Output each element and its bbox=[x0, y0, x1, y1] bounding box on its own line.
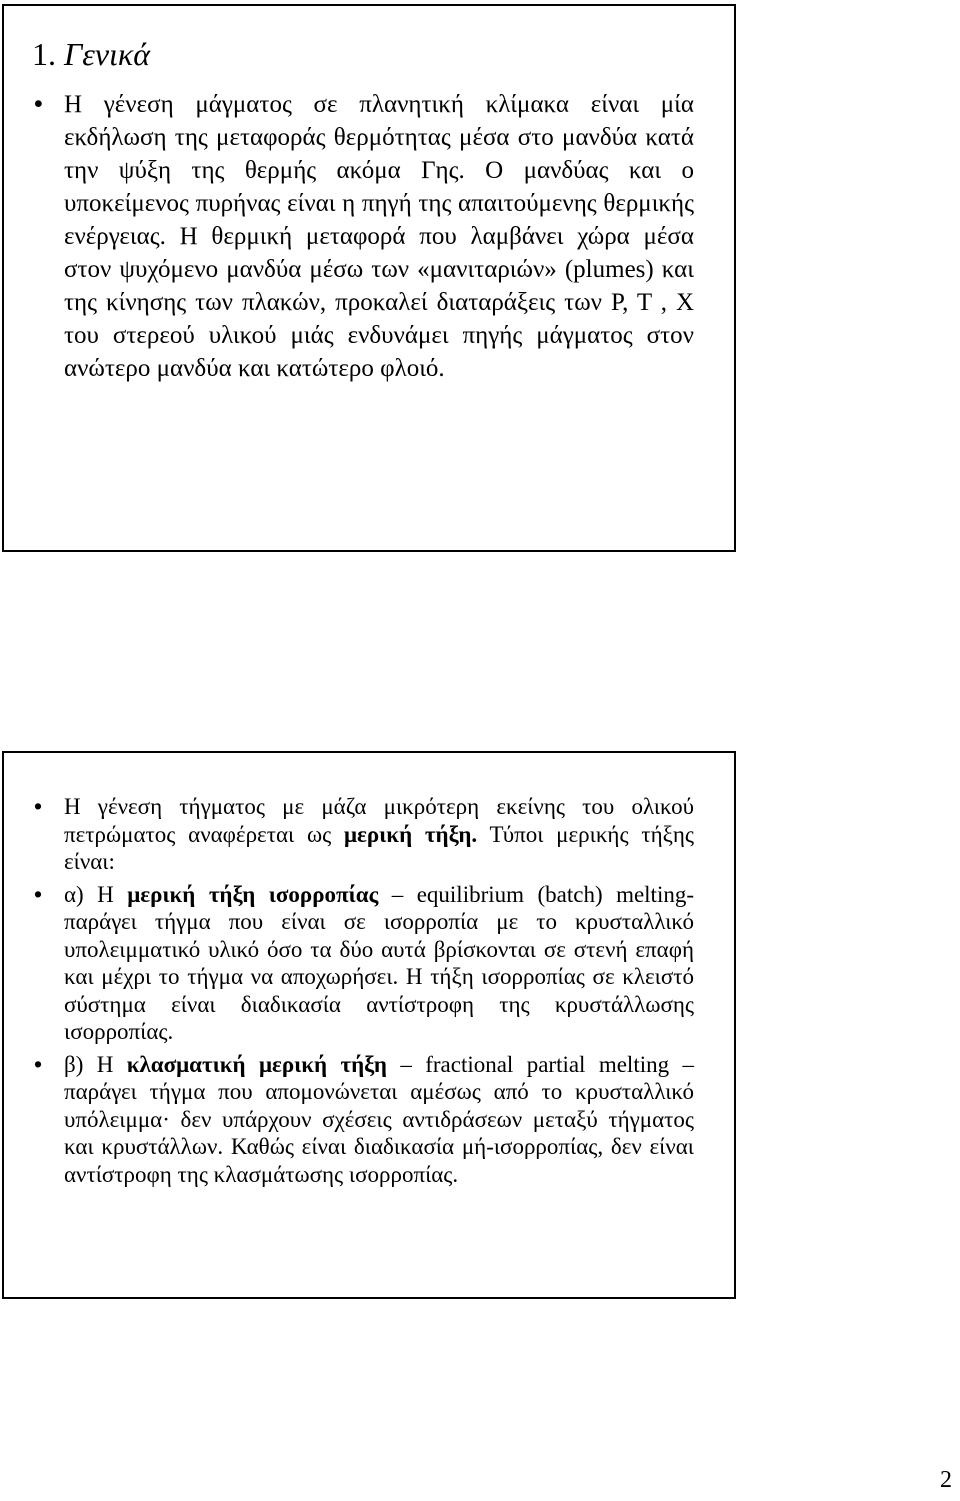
bullet-text: – equilibrium (batch) melting- παράγει τήγμα που είναι σε ισορροπία με το κρυσταλλικό υπολειμματικό υλικό όσο τα δύο αυτά βρίσκονται σε στενή επαφή και μέχρι το τήγμα να αποχωρήσει. Η τήξη ισορροπίας σε κλειστό σύστημα είναι διαδικασία αντίστροφη της κρυστάλλωσης ισορροπίας. bbox=[64, 881, 694, 1044]
bullet-text: α) Η bbox=[64, 881, 128, 907]
title-number: 1. bbox=[32, 36, 56, 72]
bullet-bold-term: κλασματική μερική τήξη bbox=[126, 1051, 387, 1077]
bullet-text: Τύποι μερικής τήξης είναι: bbox=[64, 821, 694, 874]
slide-2-bullet-list bbox=[32, 793, 694, 1188]
bullet-bold-term: μερική τήξη. bbox=[344, 821, 478, 847]
slide-1-title bbox=[32, 34, 694, 74]
bullet-text: – fractional partial melting – παράγει τήγμα που απομονώνεται αμέσως από το κρυσταλλικό υπόλειμμα· δεν υπάρχουν σχέσεις αντιδράσεων μεταξύ τήγματος και κρυστάλλων. Καθώς είναι διαδικασία μή-ισορροπίας, δεν είναι αντίστροφη της κλασμάτωσης ισορροπίας. bbox=[64, 1051, 694, 1187]
bullet-text: β) Η bbox=[64, 1051, 127, 1077]
page-number: 2 bbox=[940, 1467, 952, 1493]
bullet-bold-term: μερική τήξη ισορροπίας bbox=[127, 881, 379, 907]
bullet-partial-melting bbox=[32, 793, 694, 876]
bullet-text: Η γένεση τήγματος με μάζα μικρότερη εκείνης του ολικού πετρώματος αναφέρεται ως bbox=[64, 794, 694, 847]
bullet-heat-transfer: • Η γένεση μάγματος σε πλανητική κλίμακα είναι μία εκδήλωση της μεταφοράς θερμότητας μέσα στο μανδύα κατά την ψύξη της θερμής ακόμα Γης. Ο μανδύας και ο υποκείμενος πυρήνας είναι η πηγή της απαιτούμενης θερμικής ενέργειας. Η θερμική μεταφορά που λαμβάνει χώρα μέσα στον ψυχόμενο μανδύα μέσω των «μανιταριών» (plumes) και της κίνησης των πλακών, προκαλεί διαταράξεις των P, T , X του στερεού υλικού μιάς ενδυνάμει πηγής μάγματος στον ανώτερο μανδύα και κατώτερο φλοιό. bbox=[32, 88, 694, 385]
title-text: Γενικά bbox=[64, 36, 151, 72]
slide-1 bbox=[2, 4, 736, 552]
bullet-equilibrium-melting bbox=[32, 881, 694, 1046]
slide-1-bullet-list bbox=[32, 88, 694, 385]
bullet-fractional-melting bbox=[32, 1051, 694, 1189]
slide-2 bbox=[2, 751, 736, 1299]
